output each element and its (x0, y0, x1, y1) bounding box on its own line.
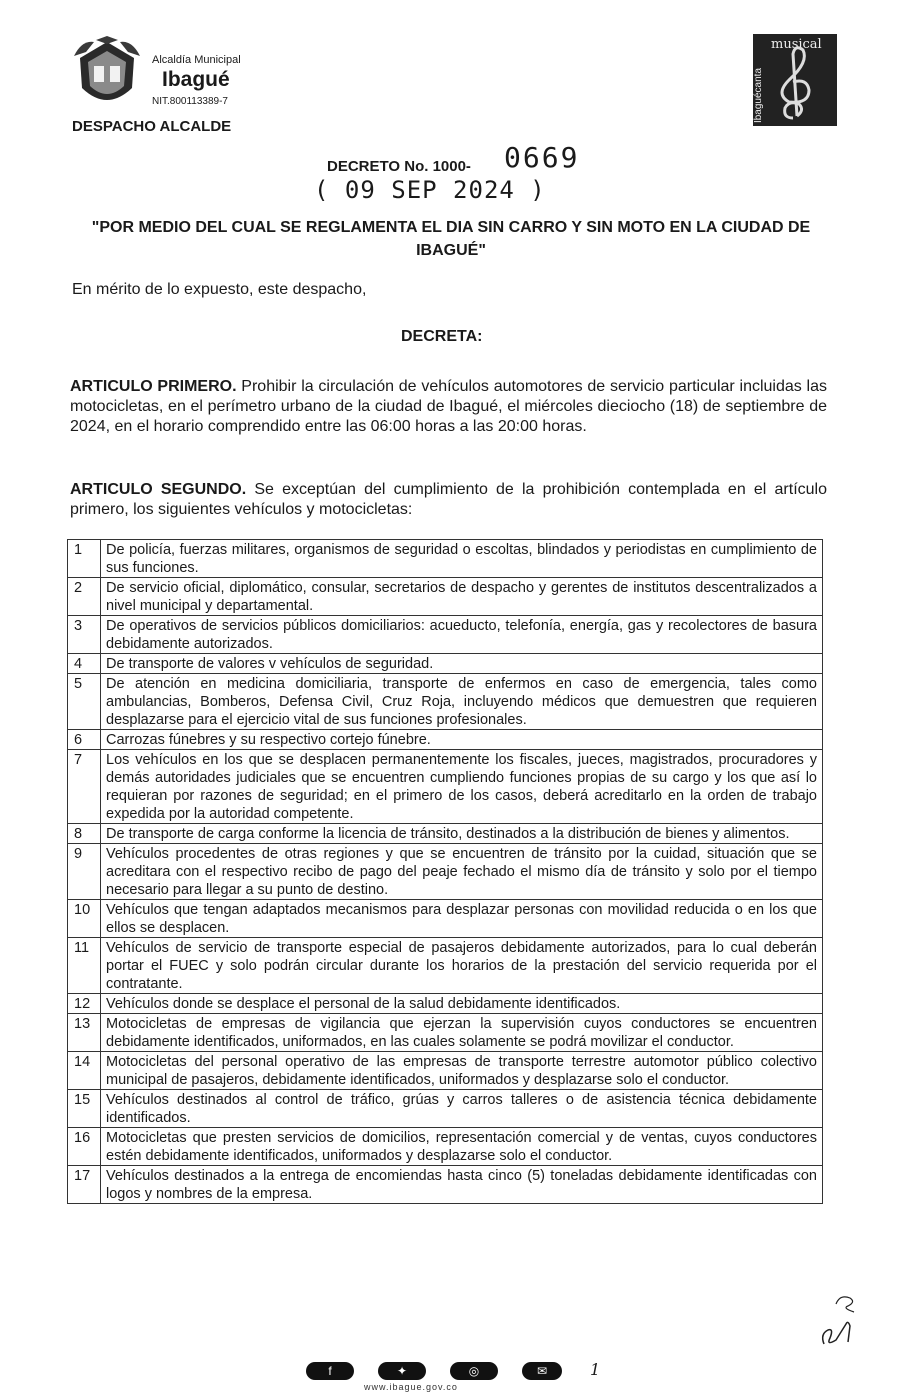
row-number: 4 (68, 654, 101, 674)
row-text: De transporte de valores v vehículos de seguridad. (101, 654, 823, 674)
instagram-link[interactable] (450, 1362, 498, 1380)
row-number: 1 (68, 540, 101, 578)
treble-clef-icon (753, 34, 837, 126)
table-row (68, 1128, 823, 1166)
table-row (68, 750, 823, 824)
row-number: 6 (68, 730, 101, 750)
row-number: 2 (68, 578, 101, 616)
instagram-icon: ◎ (468, 1364, 480, 1378)
row-text: Vehículos procedentes de otras regiones y que se encuentren de tránsito por la cuidad, situación que se acreditara con el respectivo recibo de pago del peaje fechado el mismo día de tránsito y solo por el tiempo necesario para llegar a su punto de destino. (101, 844, 823, 900)
org-city: Ibagué (162, 68, 230, 91)
article-first-text: Prohibir la circulación de vehículos automotores de servicio particular incluidas las motocicletas, en el perímetro urbano de la ciudad de Ibagué, el miércoles dieciocho (18) de septiembre de 2024, en el horario comprendido entre las 06:00 horas a las 20:00 horas. (70, 378, 828, 435)
row-number: 14 (68, 1052, 101, 1090)
row-text: De policía, fuerzas militares, organismos de seguridad o escoltas, blindados y periodistas en cumplimiento de sus funciones. (101, 540, 823, 578)
row-number: 5 (68, 674, 101, 730)
exceptions-table-body (68, 540, 823, 1204)
decree-number: 0669 (504, 141, 580, 174)
page-number: 1 (590, 1360, 601, 1379)
row-text: De atención en medicina domiciliaria, transporte de enfermos en caso de emergencia, tales como ambulancias, Bomberos, Defensa Civil, Cruz Roja, incluyendo médicos que demuestren que requieren desplazarse para el ejercicio vital de sus funciones profesionales. (101, 674, 823, 730)
article-second-heading: ARTICULO SEGUNDO. (70, 481, 247, 498)
table-row (68, 1090, 823, 1128)
table-row (68, 1166, 823, 1204)
decreta-heading: DECRETA: (401, 328, 483, 345)
decree-title: "POR MEDIO DEL CUAL SE REGLAMENTA EL DIA SIN CARRO Y SIN MOTO EN LA CIUDAD DE IBAGUÉ" (91, 219, 811, 259)
table-row (68, 1014, 823, 1052)
facebook-icon: f (328, 1364, 332, 1378)
row-text: Motocicletas del personal operativo de las empresas de transporte terrestre automotor público colectivo municipal de pasajeros, debidamente identificados, uniformados y desplazarse solo el conductor. (101, 1052, 823, 1090)
row-number: 15 (68, 1090, 101, 1128)
music-logo-text: musical (771, 37, 822, 52)
twitter-icon: ✦ (396, 1364, 408, 1378)
facebook-link[interactable] (306, 1362, 354, 1380)
row-number: 7 (68, 750, 101, 824)
row-number: 13 (68, 1014, 101, 1052)
article-first (70, 377, 827, 437)
decree-date: ( 09 SEP 2024 ) (314, 176, 546, 204)
table-row (68, 938, 823, 994)
row-text: Vehículos destinados al control de tráfico, grúas y carros talleres o de asistencia técnica debidamente identificados. (101, 1090, 823, 1128)
row-text: Vehículos destinados a la entrega de encomiendas hasta cinco (5) toneladas debidamente identificadas con logos y nombres de la empresa. (101, 1166, 823, 1204)
row-text: Carrozas fúnebres y su respectivo cortejo fúnebre. (101, 730, 823, 750)
music-city-logo (753, 34, 837, 126)
article-second (70, 480, 827, 520)
table-row (68, 994, 823, 1014)
crest-icon (72, 36, 142, 112)
email-icon: ✉ (536, 1364, 548, 1378)
table-row (68, 654, 823, 674)
table-row (68, 824, 823, 844)
decree-label: DECRETO No. 1000- (327, 158, 471, 175)
music-logo-side-text: Ibaguécanta (753, 67, 765, 124)
office-name: DESPACHO ALCALDE (72, 118, 232, 135)
row-text: De operativos de servicios públicos domiciliarios: acueducto, telefonía, energía, gas y recolectores de basura debidamente autorizados. (101, 616, 823, 654)
table-row (68, 900, 823, 938)
row-number: 16 (68, 1128, 101, 1166)
row-number: 8 (68, 824, 101, 844)
row-number: 10 (68, 900, 101, 938)
table-row (68, 674, 823, 730)
table-row (68, 844, 823, 900)
row-text: Motocicletas de empresas de vigilancia que ejerzan la supervisión cuyos conductores se encuentren debidamente identificados, uniformados, en las cuales solamente se podrá movilizar el conductor. (101, 1014, 823, 1052)
table-row (68, 578, 823, 616)
row-text: De servicio oficial, diplomático, consular, secretarios de despacho y gerentes de institutos descentralizados a nivel municipal y departamental. (101, 578, 823, 616)
org-nit: NIT.800113389-7 (152, 96, 228, 107)
row-number: 11 (68, 938, 101, 994)
row-text: De transporte de carga conforme la licencia de tránsito, destinados a la distribución de bienes y alimentos. (101, 824, 823, 844)
row-text: Motocicletas que presten servicios de domicilios, representación comercial y de ventas, cuyos conductores estén debidamente identificados, uniformados y desplazarse solo el conductor. (101, 1128, 823, 1166)
email-link[interactable] (522, 1362, 562, 1380)
row-number: 3 (68, 616, 101, 654)
row-text: Vehículos donde se desplace el personal de la salud debidamente identificados. (101, 994, 823, 1014)
table-row (68, 1052, 823, 1090)
exceptions-table (67, 539, 823, 1204)
row-number: 9 (68, 844, 101, 900)
twitter-link[interactable] (378, 1362, 426, 1380)
row-number: 17 (68, 1166, 101, 1204)
article-first-heading: ARTICULO PRIMERO. (70, 378, 237, 395)
table-row (68, 540, 823, 578)
row-number: 12 (68, 994, 101, 1014)
row-text: Vehículos de servicio de transporte especial de pasajeros debidamente autorizados, para lo cual deberán portar el FUEC y solo podrán circular durante los horarios de la prestación del servicio requerida por el contratante. (101, 938, 823, 994)
row-text: Vehículos que tengan adaptados mecanismos para desplazar personas con movilidad reducida o en los que ellos se desplacen. (101, 900, 823, 938)
article-second-text: Se exceptúan del cumplimiento de la prohibición contemplada en el artículo primero, los siguientes vehículos y motocicletas: (70, 481, 827, 518)
website-link[interactable]: www.ibague.gov.co (364, 1382, 458, 1392)
handwritten-initials (810, 1290, 870, 1350)
row-text: Los vehículos en los que se desplacen permanentemente los fiscales, jueces, magistrados, procuradores y demás autoridades judiciales que se encuentren cumpliendo funciones propias de su cargo y los que así lo requieran por razones de seguridad; en el primero de los casos, deberá acreditarlo en la orden de trabajo expedida por la autoridad competente. (101, 750, 823, 824)
table-row (68, 616, 823, 654)
preamble-text: En mérito de lo expuesto, este despacho, (72, 281, 367, 298)
table-row (68, 730, 823, 750)
org-name: Alcaldía Municipal (152, 54, 241, 66)
